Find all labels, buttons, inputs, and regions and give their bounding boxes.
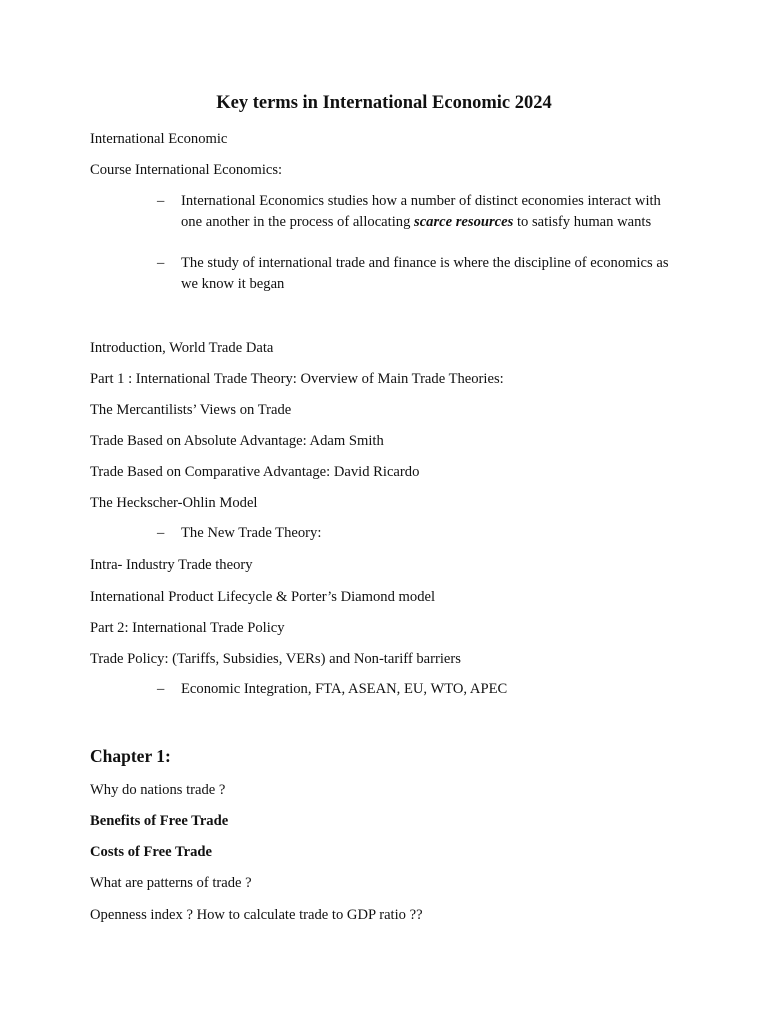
- topic-trade-policy: Trade Policy: (Tariffs, Subsidies, VERs) and Non-tariff barriers: [90, 651, 461, 667]
- intro-bullet-2: The study of international trade and finance is where the discipline of economics as we know it began: [181, 255, 669, 292]
- bullet-dash: –: [157, 525, 165, 541]
- bullet-dash: –: [157, 681, 165, 697]
- chapter-1-costs: Costs of Free Trade: [90, 844, 212, 860]
- intro-bullet-1-emphasis: scarce resources: [414, 213, 514, 230]
- chapter-1-openness: Openness index ? How to calculate trade to GDP ratio ??: [90, 907, 423, 923]
- topic-intro: Introduction, World Trade Data: [90, 340, 274, 356]
- chapter-1-question: Why do nations trade ?: [90, 782, 226, 798]
- course-heading: Course International Economics:: [90, 162, 283, 178]
- intro-bullet-1-after: to satisfy human wants: [513, 213, 652, 230]
- topic-economic-integration: Economic Integration, FTA, ASEAN, EU, WTO, APEC: [181, 681, 508, 697]
- document-title: Key terms in International Economic 2024: [216, 93, 552, 113]
- bullet-dash: –: [157, 193, 165, 209]
- topic-intra-industry: Intra- Industry Trade theory: [90, 557, 253, 573]
- topic-product-lifecycle: International Product Lifecycle & Porter’s Diamond model: [90, 589, 436, 605]
- topic-new-trade-theory: The New Trade Theory:: [181, 525, 322, 541]
- intro-bullet-1-before: International Economics studies how a number of distinct economies interact with one another in the process of allocating: [181, 193, 661, 230]
- topic-mercantilists: The Mercantilists’ Views on Trade: [90, 402, 292, 418]
- bullet-dash: –: [157, 255, 165, 271]
- topic-absolute-advantage: Trade Based on Absolute Advantage: Adam Smith: [90, 433, 384, 449]
- topic-part1: Part 1 : International Trade Theory: Overview of Main Trade Theories:: [90, 371, 504, 387]
- subtitle: International Economic: [90, 131, 228, 147]
- topic-comparative-advantage: Trade Based on Comparative Advantage: David Ricardo: [90, 464, 420, 480]
- chapter-1-benefits: Benefits of Free Trade: [90, 813, 229, 829]
- topic-heckscher-ohlin: The Heckscher-Ohlin Model: [90, 495, 258, 511]
- topic-part2: Part 2: International Trade Policy: [90, 620, 285, 636]
- chapter-1-patterns: What are patterns of trade ?: [90, 875, 252, 891]
- intro-bullet-1: [181, 191, 671, 233]
- chapter-1-heading: Chapter 1:: [90, 746, 171, 766]
